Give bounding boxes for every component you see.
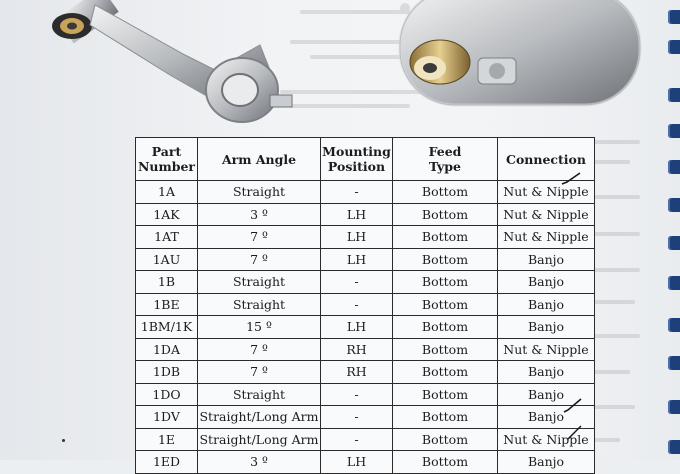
table-row: [136, 428, 595, 451]
table-row: [136, 181, 595, 204]
binding-tab: [668, 10, 680, 24]
header-part-number: Part Number: [136, 138, 198, 181]
part-number-cell: 1E: [136, 428, 198, 451]
arm-angle-cell: 7 º: [198, 338, 321, 361]
feed-type-cell: Bottom: [393, 248, 498, 271]
part-number-cell: 1BM/1K: [136, 316, 198, 339]
mounting-position-cell: LH: [321, 226, 393, 249]
table-row: [136, 271, 595, 294]
arm-angle-cell: 3 º: [198, 203, 321, 226]
mounting-position-cell: -: [321, 181, 393, 204]
mounting-position-cell: -: [321, 293, 393, 316]
table-row: [136, 338, 595, 361]
binding-tab: [668, 356, 680, 370]
binding-tab: [668, 160, 680, 174]
arm-angle-cell: 3 º: [198, 451, 321, 474]
product-photo: [0, 0, 650, 130]
binding-tab: [668, 88, 680, 102]
part-number-cell: 1B: [136, 271, 198, 294]
binding-tab: [668, 40, 680, 54]
part-number-cell: 1AK: [136, 203, 198, 226]
connection-cell: Banjo: [498, 406, 595, 429]
arm-angle-cell: Straight: [198, 271, 321, 294]
table-row: [136, 451, 595, 474]
table-row: [136, 293, 595, 316]
connection-cell: Banjo: [498, 316, 595, 339]
feed-type-cell: Bottom: [393, 181, 498, 204]
right-canister-image: [400, 0, 640, 105]
connection-cell: Nut & Nipple: [498, 203, 595, 226]
part-number-cell: 1DB: [136, 361, 198, 384]
left-fitting-image: [52, 0, 292, 122]
connection-cell: Banjo: [498, 293, 595, 316]
feed-type-cell: Bottom: [393, 406, 498, 429]
handwritten-check-mark: [566, 424, 586, 444]
mounting-position-cell: -: [321, 406, 393, 429]
table-row: [136, 248, 595, 271]
header-connection: Connection: [498, 138, 595, 181]
connection-cell: Banjo: [498, 451, 595, 474]
binding-tab: [668, 440, 680, 454]
mounting-position-cell: LH: [321, 316, 393, 339]
binding-tab: [668, 400, 680, 414]
mounting-position-cell: -: [321, 383, 393, 406]
table-row: [136, 316, 595, 339]
feed-type-cell: Bottom: [393, 383, 498, 406]
part-number-cell: 1AT: [136, 226, 198, 249]
handwritten-check-mark: [560, 170, 584, 192]
connection-cell: Nut & Nipple: [498, 226, 595, 249]
connection-cell: Banjo: [498, 361, 595, 384]
table-row: [136, 203, 595, 226]
binding-tab: [668, 198, 680, 212]
binding-tab: [668, 318, 680, 332]
feed-type-cell: Bottom: [393, 293, 498, 316]
feed-type-cell: Bottom: [393, 361, 498, 384]
arm-angle-cell: Straight: [198, 293, 321, 316]
arm-angle-cell: Straight/Long Arm: [198, 428, 321, 451]
arm-angle-cell: 7 º: [198, 361, 321, 384]
feed-type-cell: Bottom: [393, 271, 498, 294]
part-number-cell: 1DA: [136, 338, 198, 361]
feed-type-cell: Bottom: [393, 338, 498, 361]
mounting-position-cell: LH: [321, 203, 393, 226]
arm-angle-cell: Straight: [198, 181, 321, 204]
arm-angle-cell: 15 º: [198, 316, 321, 339]
part-number-cell: 1A: [136, 181, 198, 204]
feed-type-cell: Bottom: [393, 428, 498, 451]
arm-angle-cell: Straight: [198, 383, 321, 406]
connection-cell: Banjo: [498, 248, 595, 271]
part-number-cell: 1BE: [136, 293, 198, 316]
feed-type-cell: Bottom: [393, 316, 498, 339]
mounting-position-cell: LH: [321, 248, 393, 271]
part-number-cell: 1ED: [136, 451, 198, 474]
feed-type-cell: Bottom: [393, 451, 498, 474]
table-row: [136, 226, 595, 249]
mounting-position-cell: LH: [321, 451, 393, 474]
feed-type-cell: Bottom: [393, 203, 498, 226]
connection-cell: Nut & Nipple: [498, 181, 595, 204]
table-header-row: [136, 138, 595, 181]
part-number-cell: 1DV: [136, 406, 198, 429]
feed-type-cell: Bottom: [393, 226, 498, 249]
arm-angle-cell: 7 º: [198, 248, 321, 271]
connection-cell: Banjo: [498, 271, 595, 294]
mounting-position-cell: RH: [321, 338, 393, 361]
table-row: [136, 406, 595, 429]
connection-cell: Banjo: [498, 383, 595, 406]
handwritten-check-mark: [562, 397, 586, 419]
binding-tab: [668, 236, 680, 250]
connection-cell: Nut & Nipple: [498, 338, 595, 361]
arm-angle-cell: Straight/Long Arm: [198, 406, 321, 429]
header-mounting-position: Mounting Position: [321, 138, 393, 181]
mounting-position-cell: -: [321, 271, 393, 294]
arm-angle-cell: 7 º: [198, 226, 321, 249]
table-row: [136, 361, 595, 384]
mounting-position-cell: RH: [321, 361, 393, 384]
mounting-position-cell: -: [321, 428, 393, 451]
stray-dot: [62, 439, 65, 442]
binding-tab: [668, 124, 680, 138]
header-arm-angle: Arm Angle: [198, 138, 321, 181]
table-row: [136, 383, 595, 406]
header-feed-type: Feed Type: [393, 138, 498, 181]
part-number-cell: 1DO: [136, 383, 198, 406]
part-number-cell: 1AU: [136, 248, 198, 271]
binding-tab: [668, 276, 680, 290]
connection-cell: Nut & Nipple: [498, 428, 595, 451]
parts-table: [135, 137, 595, 474]
